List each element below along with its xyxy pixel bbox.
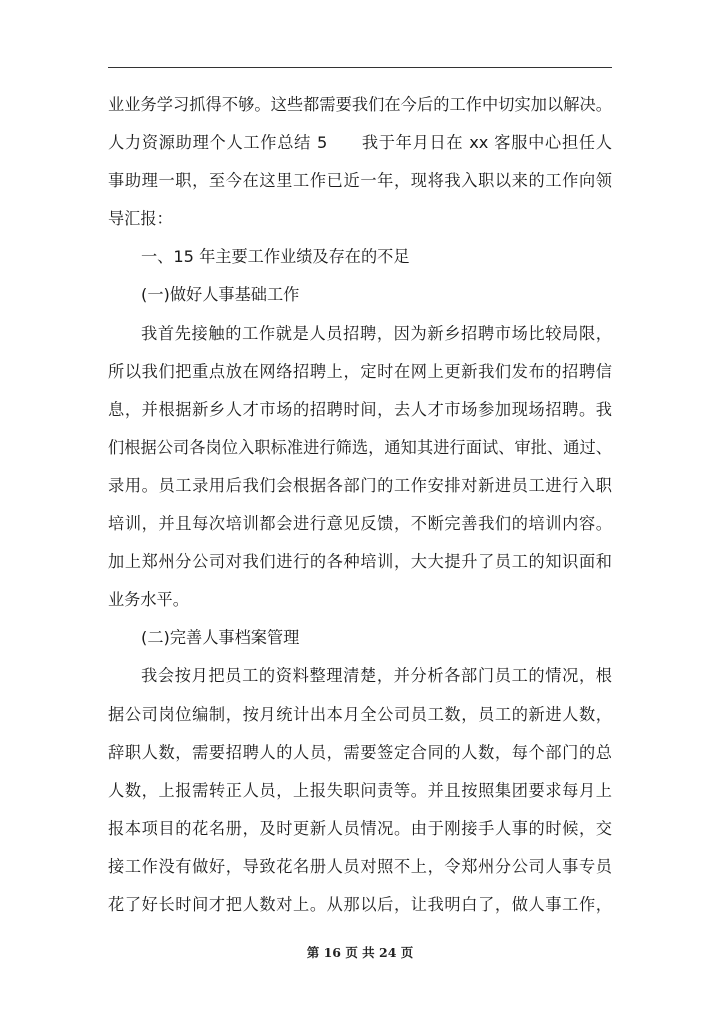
text-line: 一、15 年主要工作业绩及存在的不足	[141, 247, 410, 267]
text-line: 业务水平。	[108, 590, 189, 610]
text-line: 所以我们把重点放在网络招聘上，定时在网上更新我们发布的招聘信	[108, 361, 612, 381]
text-line: 培训，并且每次培训都会进行意见反馈，不断完善我们的培训内容。	[108, 514, 612, 534]
text-line: 导汇报：	[108, 209, 173, 229]
text-line: 据公司岗位编制，按月统计出本月全公司员工数，员工的新进人数，	[108, 704, 612, 724]
text-line: (一)做好人事基础工作	[141, 285, 300, 305]
text-line: 接工作没有做好，导致花名册人员对照不上，令郑州分公司人事专员	[108, 856, 612, 876]
text-line: 报本项目的花名册，及时更新人员情况。由于刚接手人事的时候，交	[108, 818, 612, 838]
text-line: 人数，上报需转正人员，上报失职问责等。并且按照集团要求每月上	[108, 780, 612, 800]
text-line: (二)完善人事档案管理	[141, 628, 300, 648]
text-line: 花了好长时间才把人数对上。从那以后，让我明白了，做人事工作，	[108, 894, 612, 914]
text-line: 我首先接触的工作就是人员招聘，因为新乡招聘市场比较局限，	[141, 323, 612, 343]
header-rule	[108, 67, 612, 68]
text-line: 事助理一职，至今在这里工作已近一年，现将我入职以来的工作向领	[108, 171, 612, 191]
text-line: 录用。员工录用后我们会根据各部门的工作安排对新进员工进行入职	[108, 475, 612, 495]
text-line: 辞职人数，需要招聘人的人员，需要签定合同的人数，每个部门的总	[108, 742, 612, 762]
text-line: 息，并根据新乡人才市场的招聘时间，去人才市场参加现场招聘。我	[108, 399, 612, 419]
text-line: 们根据公司各岗位入职标准进行筛选，通知其进行面试、审批、通过、	[108, 437, 612, 457]
text-line: 我会按月把员工的资料整理清楚，并分析各部门员工的情况，根	[141, 666, 612, 686]
text-line: 人力资源助理个人工作总结 5 我于年月日在 xx 客服中心担任人	[108, 133, 612, 153]
text-line: 业业务学习抓得不够。这些都需要我们在今后的工作中切实加以解决。	[108, 95, 612, 114]
document-body	[108, 86, 612, 924]
text-line: 加上郑州分公司对我们进行的各种培训，大大提升了员工的知识面和	[108, 552, 612, 572]
page-number: 第 16 页 共 24 页	[306, 945, 414, 960]
